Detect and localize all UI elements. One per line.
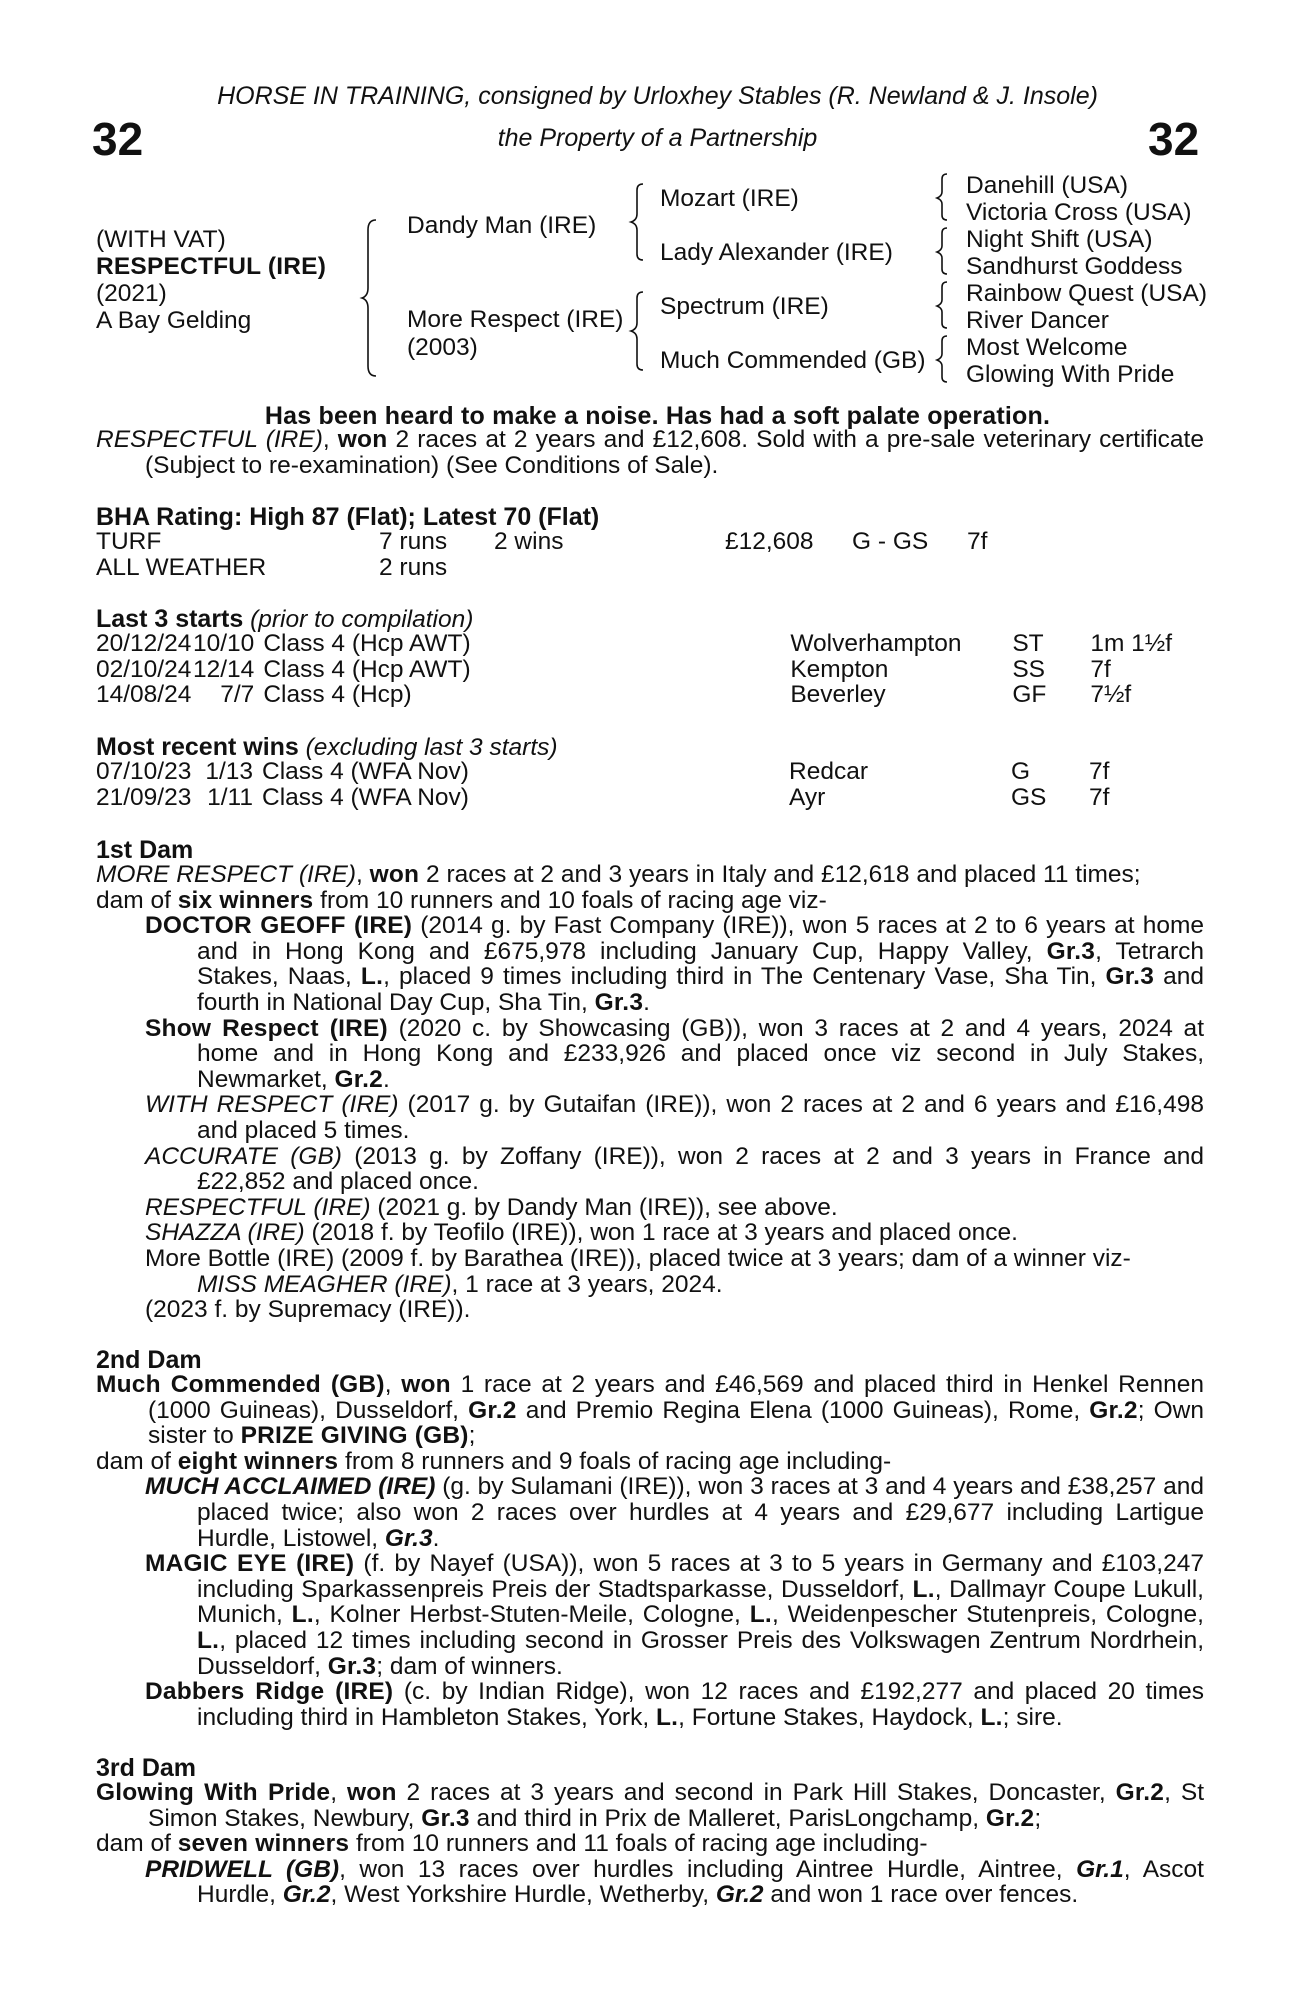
win-row: 07/10/23 1/13 Class 4 (WFA Nov) Redcar G 7f (96, 758, 1110, 785)
rating-runs: 7 runs (379, 528, 448, 555)
rating-surface: TURF (96, 528, 162, 555)
first-dam-section: MORE RESPECT (IRE), won 2 races at 2 and 3 years in Italy and £12,618 and placed 11 times; dam of six winners from 10 runners and 10 foals of racing age viz- DOCTOR GEOFF (IRE) (2014 g. by Fast Company (IRE)), won 5 races at 2 to 6 years at home and in Hong Kong and £675,978 including January Cup, Happy Valley, Gr.3, Tetrarch Stakes, Naas, L., placed 9 times including third in The Centenary Vase, Sha Tin, Gr.3 and fourth in National Day Cup, Sha Tin, Gr.3. Show Respect (IRE) (2020 c. by Showcasing (GB)), won 3 races at 2 and 4 years, 2024 at home and in Hong Kong and £233,926 and placed once viz second in July Stakes, Newmarket, Gr.2. WITH RESPECT (IRE) (2017 g. by Gutaifan (IRE)), won 2 races at 2 and 6 years and £16,498 and placed 5 times. ACCURATE (GB) (2013 g. by Zoffany (IRE)), won 2 races at 2 and 3 years in France and £22,852 and placed once. RESPECTFUL (IRE) (2021 g. by Dandy Man (IRE)), see above. SHAZZA (IRE) (2018 f. by Teofilo (IRE)), won 1 race at 3 years and placed once. More Bottle (IRE) (2009 f. by Barathea (IRE)), placed twice at 3 years; dam of a winner viz- MISS MEAGHER (IRE), 1 race at 3 years, 2024. (2023 f. by Supremacy (IRE)). (96, 861, 1205, 1324)
produce-entry: MAGIC EYE (IRE) (f. by Nayef (USA)), won 5 races at 3 to 5 years in Germany and £103,247 including Sparkassenpreis Preis der Stadtsparkasse, Dusseldorf, L., Dallmayr Coupe Lukull, Munich, L., Kolner Herbst-Stuten-Meile, Cologne, L., Weidenpescher Stutenpreis, Cologne, L., placed 12 times including second in Grosser Preis des Volkswagen Zentrum Nordrhein, Dusseldorf, Gr.3; dam of winners. (145, 1550, 1204, 1680)
last-starts-table (96, 631, 1172, 708)
third-dam-title: 3rd Dam (96, 1754, 197, 1782)
produce-entry: Dabbers Ridge (IRE) (c. by Indian Ridge), won 12 races and £192,277 and placed 20 times including third in Hambleton Stakes, York, L., Fortune Stakes, Haydock, L.; sire. (145, 1678, 1204, 1731)
property-subtitle: the Property of a Partnership (497, 124, 818, 152)
pedigree-g4-6: River Dancer (966, 307, 1109, 334)
pedigree-g4-3: Night Shift (USA) (966, 226, 1153, 253)
summary-text: 2 races at 2 years and £12,608. Sold with a pre-sale veterinary certificate (Subject to re-examination) (See Conditions of Sale). (145, 426, 1204, 479)
second-dam-title: 2nd Dam (96, 1346, 202, 1374)
last-starts-note: (prior to compilation) (250, 606, 474, 633)
horse-name: RESPECTFUL (IRE) (96, 253, 327, 280)
produce-entry: RESPECTFUL (IRE) (2021 g. by Dandy Man (IRE)), see above. (145, 1193, 838, 1221)
rating-row-turf (96, 529, 987, 555)
first-dam-title: 1st Dam (96, 836, 194, 864)
pedigree-bracket-dam (631, 290, 651, 372)
horse-description: A Bay Gelding (96, 307, 252, 334)
recent-wins-title: Most recent wins (96, 733, 299, 761)
rating-table (96, 529, 987, 580)
pedigree-bracket-g4-3 (937, 280, 953, 330)
third-dam-section: Glowing With Pride, won 2 races at 3 years and second in Park Hill Stakes, Doncaster, Gr.2, St Simon Stakes, Newbury, Gr.3 and third in Prix de Malleret, ParisLongchamp, Gr.2; dam of seven winners from 10 runners and 11 foals of racing age including- PRIDWELL (GB), won 13 races over hurdles including Aintree Hurdle, Aintree, Gr.1, Ascot Hurdle, Gr.2, West Yorkshire Hurdle, Wetherby, Gr.2 and won 1 race over fences. (96, 1779, 1205, 1909)
pedigree-g4-1: Danehill (USA) (966, 172, 1129, 199)
rating-distance: 7f (967, 528, 988, 555)
pedigree-sire: Dandy Man (IRE) (407, 212, 597, 239)
rating-surface: ALL WEATHER (96, 553, 267, 581)
lot-number-right: 32 (1148, 113, 1200, 165)
last-starts-title: Last 3 starts (96, 605, 244, 633)
produce-entry: More Bottle (IRE) (2009 f. by Barathea (IRE)), placed twice at 3 years; dam of a winner viz- (145, 1244, 1131, 1272)
recent-wins-note: (excluding last 3 starts) (305, 734, 558, 761)
produce-entry: (2023 f. by Supremacy (IRE)). (145, 1296, 471, 1324)
lot-number-left: 32 (92, 113, 144, 165)
pedigree-g4-5: Rainbow Quest (USA) (966, 280, 1208, 307)
bha-rating-title: BHA Rating: High 87 (Flat); Latest 70 (Flat) (96, 503, 600, 531)
summary-horse-name: RESPECTFUL (IRE) (96, 426, 323, 453)
pedigree-dam-year: (2003) (407, 334, 478, 361)
rating-wins: 2 wins (494, 528, 564, 555)
pedigree-bracket-sire (631, 182, 651, 262)
pedigree-g4-8: Glowing With Pride (966, 361, 1175, 388)
pedigree-sire-dam: Lady Alexander (IRE) (660, 239, 893, 266)
produce-entry: WITH RESPECT (IRE) (2017 g. by Gutaifan (IRE)), won 2 races at 2 and 6 years and £16,498 and placed 5 times. (145, 1091, 1204, 1144)
recent-wins-table (96, 759, 1109, 810)
pedigree-bracket-g4-1 (937, 172, 953, 222)
summary-won: won (337, 426, 388, 453)
pedigree-dam-dam: Much Commended (GB) (660, 347, 926, 374)
pedigree-dam-sire: Spectrum (IRE) (660, 293, 829, 320)
pedigree-sire-sire: Mozart (IRE) (660, 185, 799, 212)
horse-year: (2021) (96, 280, 167, 307)
second-dam-section: Much Commended (GB), won 1 race at 2 years and £46,569 and placed third in Henkel Rennen (1000 Guineas), Dusseldorf, Gr.2 and Premio Regina Elena (1000 Guineas), Rome, Gr.2; Own sister to PRIZE GIVING (GB); dam of eight winners from 8 runners and 9 foals of racing age including- MUCH ACCLAIMED (IRE) (g. by Sulamani (IRE)), won 3 races at 3 and 4 years and £38,257 and placed twice; also won 2 races over hurdles at 4 years and £29,677 including Lartigue Hurdle, Listowel, Gr.3. MAGIC EYE (IRE) (f. by Nayef (USA)), won 5 races at 3 to 5 years in Germany and £103,247 including Sparkassenpreis Preis der Stadtsparkasse, Dusseldorf, L., Dallmayr Coupe Lukull, Munich, L., Kolner Herbst-Stuten-Meile, Cologne, L., Weidenpescher Stutenpreis, Cologne, L., placed 12 times including second in Grosser Preis des Volkswagen Zentrum Nordrhein, Dusseldorf, Gr.3; dam of winners. Dabbers Ridge (IRE) (c. by Indian Ridge), won 12 races and £192,277 and placed 20 times including third in Hambleton Stakes, York, L., Fortune Stakes, Haydock, L.; sire. (96, 1371, 1205, 1731)
produce-entry: PRIDWELL (GB), won 13 races over hurdles including Aintree Hurdle, Aintree, Gr.1, Ascot Hurdle, Gr.2, West Yorkshire Hurdle, Wetherby, Gr.2 and won 1 race over fences. (145, 1855, 1204, 1909)
pedigree-dam: More Respect (IRE) (407, 306, 624, 333)
start-row: 02/10/24 12/14 Class 4 (Hcp AWT) Kempton SS 7f (96, 655, 1111, 683)
rating-row-aw (96, 555, 987, 581)
pedigree-bracket-main (362, 218, 382, 378)
pedigree-g4-7: Most Welcome (966, 334, 1128, 361)
start-row: 20/12/24 10/10 Class 4 (Hcp AWT) Wolverhampton ST 1m 1½f (96, 630, 1173, 657)
summary-paragraph: RESPECTFUL (IRE), won 2 races at 2 years and £12,608. Sold with a pre-sale veterinary certificate (Subject to re-examination) (See Conditions of Sale). (96, 426, 1204, 479)
rating-prize: £12,608 (725, 528, 814, 555)
win-row: 21/09/23 1/11 Class 4 (WFA Nov) Ayr GS 7f (96, 783, 1110, 811)
noise-note: Has been heard to make a noise. Has had a soft palate operation. (264, 402, 1051, 430)
consignor-title: HORSE IN TRAINING, consigned by Urloxhey Stables (R. Newland & J. Insole) (217, 82, 1098, 110)
produce-entry: Show Respect (IRE) (2020 c. by Showcasing (GB)), won 3 races at 2 and 4 years, 2024 at home and in Hong Kong and £233,926 and placed once viz second in July Stakes, Newmarket, Gr.2. (145, 1014, 1204, 1093)
produce-subentry: MISS MEAGHER (IRE), 1 race at 3 years, 2024. (197, 1270, 723, 1298)
pedigree-bracket-g4-2 (937, 226, 953, 276)
produce-entry: ACCURATE (GB) (2013 g. by Zoffany (IRE)), won 2 races at 2 and 3 years in France and £22,852 and placed once. (145, 1142, 1205, 1196)
rating-runs: 2 runs (379, 553, 448, 581)
produce-entry: SHAZZA (IRE) (2018 f. by Teofilo (IRE)), won 1 race at 3 years and placed once. (145, 1219, 1018, 1247)
produce-entry: MUCH ACCLAIMED (IRE) (g. by Sulamani (IRE)), won 3 races at 3 and 4 years and £38,257 and placed twice; also won 2 races over hurdles at 4 years and £29,677 including Lartigue Hurdle, Listowel, Gr.3. (145, 1473, 1204, 1552)
rating-going: G - GS (852, 528, 929, 555)
vat-label: (WITH VAT) (96, 226, 226, 253)
pedigree-g4-2: Victoria Cross (USA) (966, 199, 1192, 226)
pedigree-g4-4: Sandhurst Goddess (966, 253, 1183, 280)
start-row: 14/08/24 7/7 Class 4 (Hcp) Beverley GF 7½f (96, 681, 1132, 709)
produce-entry: DOCTOR GEOFF (IRE) (2014 g. by Fast Company (IRE)), won 5 races at 2 to 6 years at home and in Hong Kong and £675,978 including January Cup, Happy Valley, Gr.3, Tetrarch Stakes, Naas, L., placed 9 times including third in The Centenary Vase, Sha Tin, Gr.3 and fourth in National Day Cup, Sha Tin, Gr.3. (145, 912, 1205, 1016)
pedigree-bracket-g4-4 (937, 334, 953, 384)
